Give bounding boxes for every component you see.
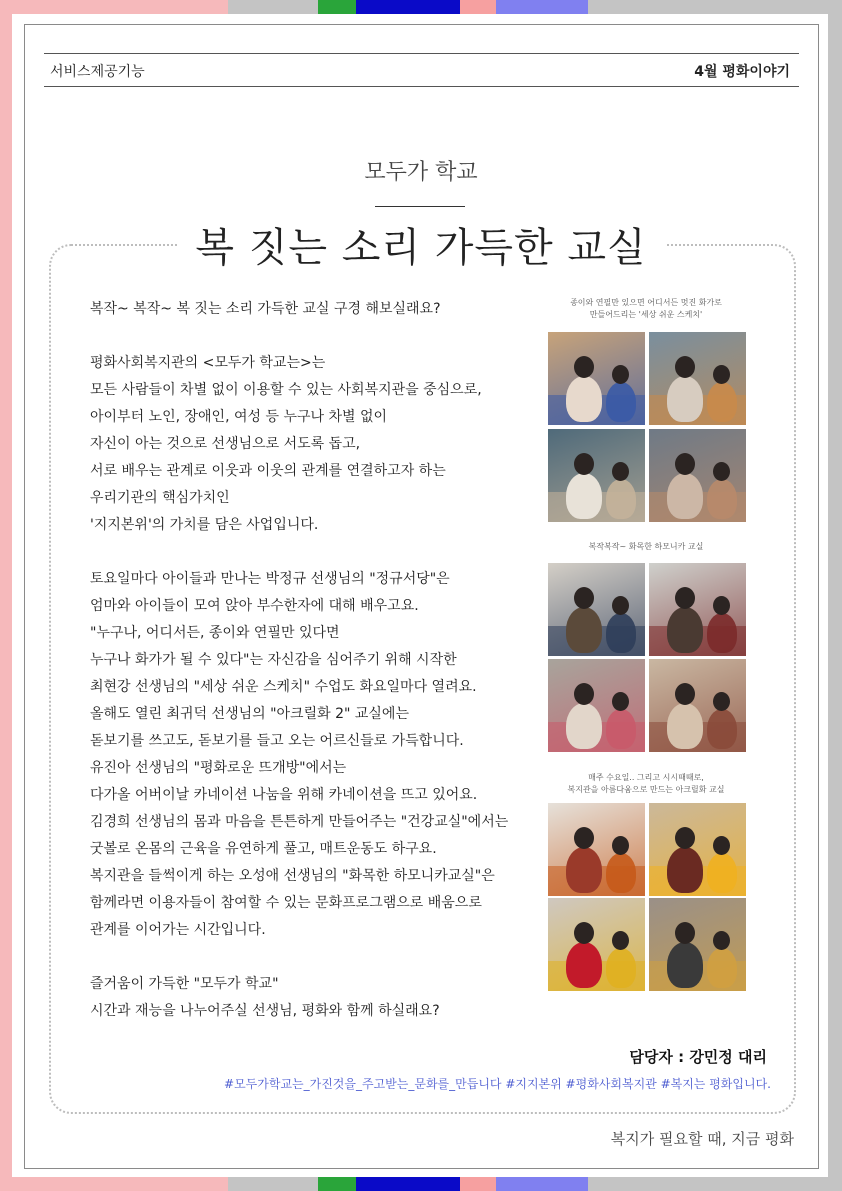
- activity-photo: [548, 803, 645, 896]
- issue-label: 4월 평화이야기: [694, 64, 790, 80]
- body-line: 자신이 아는 것으로 선생님으로 서도록 돕고,: [90, 436, 361, 452]
- paragraph-gap: [90, 323, 540, 350]
- body-line: 엄마와 아이들이 모여 앉아 부수한자에 대해 배우고요.: [90, 598, 419, 614]
- body-line: 즐거움이 가득한 "모두가 학교": [90, 976, 279, 992]
- strip-segment: [588, 1177, 842, 1191]
- activity-photo: [548, 898, 645, 991]
- gallery-caption-acrylic: [548, 772, 744, 796]
- activity-photo: [649, 659, 746, 752]
- body-line: 올해도 열린 최귀덕 선생님의 "아크릴화 2" 교실에는: [90, 706, 409, 722]
- caption-line: 복지관을 아름다움으로 만드는 아크릴화 교실: [567, 785, 725, 794]
- header-rule-top: [44, 53, 799, 54]
- gallery-caption-sketch: [548, 297, 744, 321]
- body-line: 다가올 어버이날 카네이션 나눔을 위해 카네이션을 뜨고 있어요.: [90, 787, 478, 803]
- strip-segment: [318, 1177, 356, 1191]
- strip-segment: [496, 0, 588, 14]
- strip-segment: [228, 0, 318, 14]
- body-line: 굿볼로 온몸의 근육을 유연하게 풀고, 매트운동도 하구요.: [90, 841, 437, 857]
- caption-line: 복작복작~ 화목한 하모니카 교실: [588, 542, 704, 551]
- strip-segment: [496, 1177, 588, 1191]
- manager-credit: 담당자 : 강민정 대리: [629, 1048, 767, 1066]
- strip-segment: [318, 0, 356, 14]
- header-rule-bottom: [44, 86, 799, 87]
- section-label: 서비스제공기능: [50, 64, 145, 80]
- activity-photo: [548, 429, 645, 522]
- body-line: "누구나, 어디서든, 종이와 연필만 있다면: [90, 625, 340, 641]
- subtitle-divider: [375, 206, 465, 207]
- activity-photo: [649, 563, 746, 656]
- body-line: 평화사회복지관의 <모두가 학교는>는: [90, 355, 326, 371]
- caption-line: 만들어드리는 '세상 쉬운 스케치': [589, 310, 703, 319]
- color-strip-top: [0, 0, 842, 14]
- strip-segment: [460, 0, 496, 14]
- body-line: 모든 사람들이 차별 없이 이용할 수 있는 사회복지관을 중심으로,: [90, 382, 482, 398]
- article-title-wrap: [0, 216, 842, 273]
- strip-segment: [0, 0, 228, 14]
- caption-line: 매주 수요일.. 그리고 시시때때로,: [588, 773, 704, 782]
- activity-photo: [548, 563, 645, 656]
- footer-slogan: 복지가 필요할 때, 지금 평화: [610, 1130, 794, 1148]
- paragraph-gap: [90, 539, 540, 566]
- body-line: 돋보기를 쓰고도, 돋보기를 들고 오는 어르신들로 가득합니다.: [90, 733, 464, 749]
- caption-line: 종이와 연필만 있으면 어디서든 멋진 화가로: [570, 298, 722, 307]
- body-line: 우리기관의 핵심가치인: [90, 490, 230, 506]
- body-line: 시간과 재능을 나누어주실 선생님, 평화와 함께 하실래요?: [90, 1003, 440, 1019]
- body-line: 토요일마다 아이들과 만나는 박정규 선생님의 "정규서당"은: [90, 571, 450, 587]
- activity-photo: [649, 429, 746, 522]
- strip-segment: [228, 1177, 318, 1191]
- strip-segment: [0, 1177, 228, 1191]
- article-title: 복 짓는 소리 가득한 교실: [177, 225, 664, 271]
- hashtags[interactable]: #모두가학교는_가진것을_주고받는_문화를_만듭니다 #지지본위 #평화사회복지관 #복지는 평화입니다.: [224, 1077, 771, 1091]
- body-line: 복작~ 복작~ 복 짓는 소리 가득한 교실 구경 해보실래요?: [90, 301, 441, 317]
- activity-photo: [548, 659, 645, 752]
- article-subtitle: 모두가 학교: [364, 160, 478, 185]
- activity-photo: [649, 898, 746, 991]
- paragraph-gap: [90, 944, 540, 971]
- strip-segment: [356, 1177, 460, 1191]
- body-line: 누구나 화가가 될 수 있다"는 자신감을 심어주기 위해 시작한: [90, 652, 457, 668]
- strip-segment: [356, 0, 460, 14]
- strip-segment: [460, 1177, 496, 1191]
- body-line: 김경희 선생님의 몸과 마음을 튼튼하게 만들어주는 "건강교실"에서는: [90, 814, 509, 830]
- activity-photo: [548, 332, 645, 425]
- body-line: '지지본위'의 가치를 담은 사업입니다.: [90, 517, 319, 533]
- body-line: 유진아 선생님의 "평화로운 뜨개방"에서는: [90, 760, 347, 776]
- activity-photo: [649, 332, 746, 425]
- body-line: 복지관을 들썩이게 하는 오성애 선생님의 "화목한 하모니카교실"은: [90, 868, 495, 884]
- gallery-caption-harmonica: [548, 541, 744, 553]
- activity-photo: [649, 803, 746, 896]
- strip-segment: [588, 0, 842, 14]
- body-line: 최현강 선생님의 "세상 쉬운 스케치" 수업도 화요일마다 열려요.: [90, 679, 477, 695]
- body-line: 아이부터 노인, 장애인, 여성 등 누구나 차별 없이: [90, 409, 388, 425]
- body-line: 서로 배우는 관계로 이웃과 이웃의 관계를 연결하고자 하는: [90, 463, 446, 479]
- body-line: 관계를 이어가는 시간입니다.: [90, 922, 266, 938]
- article-body: [90, 296, 540, 1025]
- body-line: 함께라면 이용자들이 참여할 수 있는 문화프로그램으로 배움으로: [90, 895, 482, 911]
- color-strip-bottom: [0, 1177, 842, 1191]
